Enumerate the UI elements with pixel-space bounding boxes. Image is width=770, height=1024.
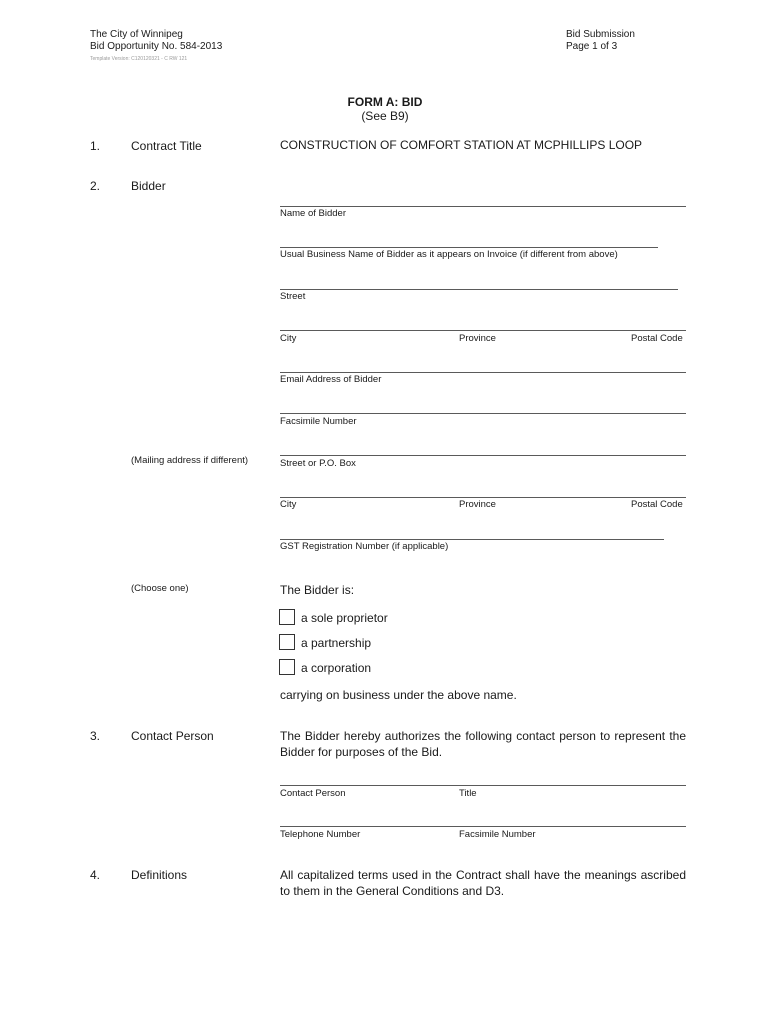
header-template-note: Template Version: C120120321 - C RW 121	[90, 56, 188, 62]
contract-title-value: CONSTRUCTION OF COMFORT STATION AT MCPHILLIPS LOOP	[280, 138, 643, 152]
usual-business-name-field[interactable]	[280, 247, 658, 248]
partnership-checkbox[interactable]	[279, 634, 295, 650]
telephone-caption: Telephone Number	[280, 829, 361, 840]
header-bid-opportunity: Bid Opportunity No. 584-2013	[90, 41, 223, 52]
usual-business-name-caption: Usual Business Name of Bidder as it appears on Invoice (if different from above)	[280, 249, 618, 260]
section-2-label: Bidder	[131, 179, 166, 193]
gst-field[interactable]	[280, 539, 664, 540]
form-title: FORM A: BID	[347, 95, 423, 109]
contact-authorization-text: The Bidder hereby authorizes the following contact person to represent the Bidder for purposes of the Bid.	[280, 729, 686, 759]
mailing-province-caption: Province	[459, 499, 496, 510]
telephone-facsimile-field[interactable]	[280, 826, 686, 827]
facsimile-field[interactable]	[280, 413, 686, 414]
mailing-postal-code-caption: Postal Code	[631, 499, 683, 510]
email-caption: Email Address of Bidder	[280, 374, 382, 385]
header-bid-submission: Bid Submission	[566, 29, 635, 40]
section-4-label: Definitions	[131, 868, 188, 882]
contact-person-caption: Contact Person	[280, 788, 346, 799]
partnership-label: a partnership	[301, 636, 372, 650]
choose-one-note: (Choose one)	[131, 583, 189, 594]
street-caption: Street	[280, 291, 306, 302]
name-of-bidder-field[interactable]	[280, 206, 686, 207]
email-field[interactable]	[280, 372, 686, 373]
bidder-is-label: The Bidder is:	[280, 583, 355, 597]
section-2-number: 2.	[90, 179, 101, 193]
form-subtitle: (See B9)	[361, 109, 409, 123]
postal-code-caption: Postal Code	[631, 333, 683, 344]
mailing-city-caption: City	[280, 499, 297, 510]
sole-proprietor-checkbox[interactable]	[279, 609, 295, 625]
sole-proprietor-label: a sole proprietor	[301, 611, 388, 625]
mailing-city-province-postal-field[interactable]	[280, 497, 686, 498]
corporation-label: a corporation	[301, 661, 372, 675]
street-po-box-caption: Street or P.O. Box	[280, 458, 356, 469]
section-1-label: Contract Title	[131, 139, 202, 153]
section-3-label: Contact Person	[131, 729, 214, 743]
definitions-text: All capitalized terms used in the Contract shall have the meanings ascribed to them in the General Conditions and D3.	[280, 868, 686, 898]
section-1-number: 1.	[90, 139, 101, 153]
header-city: The City of Winnipeg	[90, 29, 183, 40]
carrying-on-text: carrying on business under the above name.	[280, 688, 517, 702]
street-field[interactable]	[280, 289, 678, 290]
street-po-box-field[interactable]	[280, 455, 686, 456]
facsimile-caption: Facsimile Number	[280, 416, 357, 427]
corporation-checkbox[interactable]	[279, 659, 295, 675]
city-caption: City	[280, 333, 297, 344]
section-4-number: 4.	[90, 868, 101, 882]
province-caption: Province	[459, 333, 496, 344]
contact-title-caption: Title	[459, 788, 477, 799]
mailing-address-note: (Mailing address if different)	[131, 455, 249, 466]
section-3-number: 3.	[90, 729, 101, 743]
contact-person-title-field[interactable]	[280, 785, 686, 786]
gst-caption: GST Registration Number (if applicable)	[280, 541, 449, 552]
contact-facsimile-caption: Facsimile Number	[459, 829, 536, 840]
name-of-bidder-caption: Name of Bidder	[280, 208, 347, 219]
city-province-postal-field[interactable]	[280, 330, 686, 331]
header-page-number: Page 1 of 3	[566, 41, 618, 52]
